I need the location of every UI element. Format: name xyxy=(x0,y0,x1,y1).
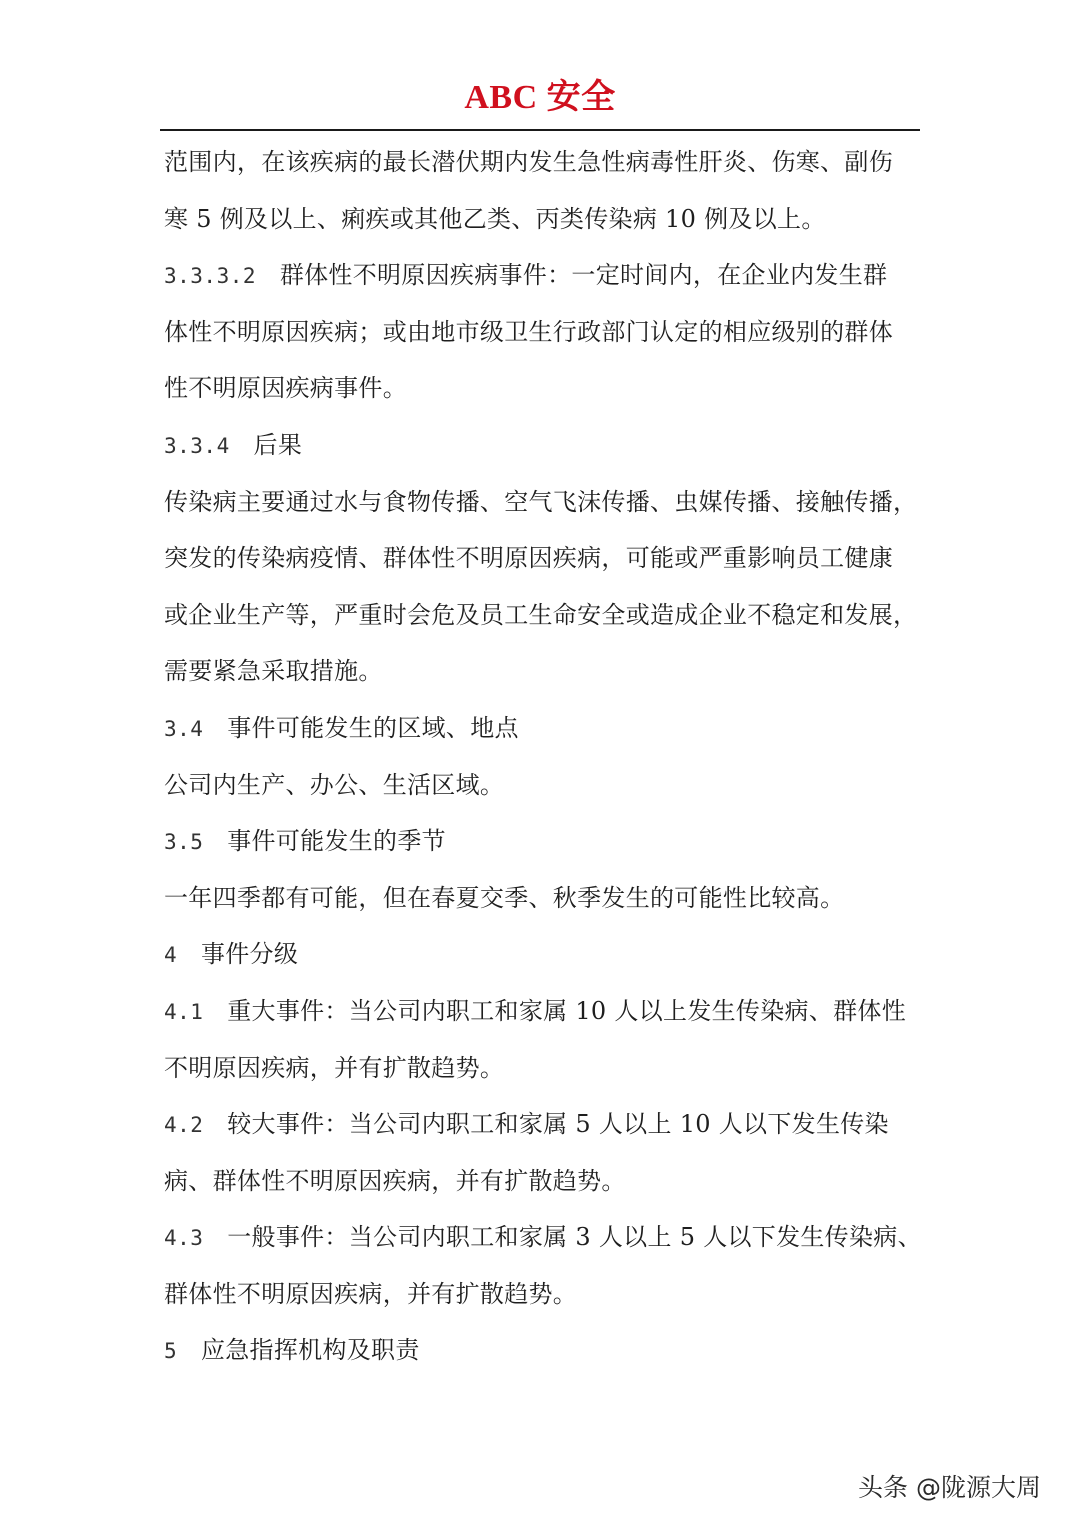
section-number: 4.2 xyxy=(164,1113,204,1138)
paragraph-line xyxy=(164,870,934,927)
paragraph-line xyxy=(164,530,934,587)
section-number: 3.5 xyxy=(164,830,204,855)
section-number: 3.3.4 xyxy=(164,433,230,458)
line-text: 事件可能发生的区域、地点 xyxy=(227,713,519,742)
section-heading-3-3-4 xyxy=(164,417,934,474)
line-text: 重大事件：当公司内职工和家属 10 人以上发生传染病、群体性 xyxy=(227,996,907,1025)
line-text: 群体性不明原因疾病，并有扩散趋势。 xyxy=(164,1279,578,1308)
paragraph-line xyxy=(164,360,934,417)
paragraph-line xyxy=(164,643,934,700)
paragraph-line xyxy=(164,1153,934,1210)
line-text: 或企业生产等，严重时会危及员工生命安全或造成企业不稳定和发展， xyxy=(164,600,918,629)
section-number: 3.3.3.2 xyxy=(164,264,257,289)
paragraph-line xyxy=(164,1040,934,1097)
line-text: 应急指挥机构及职责 xyxy=(200,1336,420,1365)
document-body xyxy=(164,134,934,1379)
line-text: 事件分级 xyxy=(200,940,299,969)
section-heading-3-5 xyxy=(164,813,934,870)
section-heading-4-3 xyxy=(164,1209,934,1266)
line-text: 事件可能发生的季节 xyxy=(227,827,446,856)
section-number: 4.3 xyxy=(164,1226,204,1251)
section-heading-5 xyxy=(164,1322,934,1379)
line-text: 较大事件：当公司内职工和家属 5 人以上 10 人以下发生传染 xyxy=(227,1110,889,1139)
paragraph-line xyxy=(164,304,934,361)
line-text: 性不明原因疾病事件。 xyxy=(164,374,407,403)
line-text: 公司内生产、办公、生活区域。 xyxy=(164,770,505,799)
line-text: 体性不明原因疾病；或由地市级卫生行政部门认定的相应级别的群体 xyxy=(164,317,893,346)
paragraph-line xyxy=(164,191,934,248)
source-watermark: 头条 @陇源大周 xyxy=(858,1473,1041,1502)
line-text: 突发的传染病疫情、群体性不明原因疾病，可能或严重影响员工健康 xyxy=(164,544,893,573)
section-heading-3-3-3-2 xyxy=(164,247,934,304)
line-text: 不明原因疾病，并有扩散趋势。 xyxy=(164,1053,505,1082)
line-text: 传染病主要通过水与食物传播、空气飞沫传播、虫媒传播、接触传播， xyxy=(164,487,918,516)
section-number: 5 xyxy=(164,1339,178,1364)
line-text: 一年四季都有可能，但在春夏交季、秋季发生的可能性比较高。 xyxy=(164,883,845,912)
section-number: 4 xyxy=(164,943,178,968)
section-heading-4-1 xyxy=(164,983,934,1040)
section-heading-4-2 xyxy=(164,1096,934,1153)
line-text: 范围内，在该疾病的最长潜伏期内发生急性病毒性肝炎、伤寒、副伤 xyxy=(164,148,893,176)
section-heading-4 xyxy=(164,926,934,983)
section-heading-3-4 xyxy=(164,700,934,757)
paragraph-line xyxy=(164,757,934,814)
paragraph-line xyxy=(164,134,934,191)
line-text: 群体性不明原因疾病事件：一定时间内，在企业内发生群 xyxy=(279,261,888,290)
line-text: 后果 xyxy=(253,430,303,459)
paragraph-line xyxy=(164,1266,934,1323)
line-text: 一般事件：当公司内职工和家属 3 人以上 5 人以下发生传染病、 xyxy=(227,1223,922,1252)
line-text: 病、群体性不明原因疾病，并有扩散趋势。 xyxy=(164,1166,626,1195)
section-number: 3.4 xyxy=(164,716,204,741)
line-text: 寒 5 例及以上、痢疾或其他乙类、丙类传染病 10 例及以上。 xyxy=(164,204,826,233)
line-text: 需要紧急采取措施。 xyxy=(164,657,383,686)
paragraph-line xyxy=(164,587,934,644)
header-divider xyxy=(160,129,920,131)
page-header-title: ABC 安全 xyxy=(464,79,616,116)
section-number: 4.1 xyxy=(164,999,204,1024)
paragraph-line xyxy=(164,474,934,531)
